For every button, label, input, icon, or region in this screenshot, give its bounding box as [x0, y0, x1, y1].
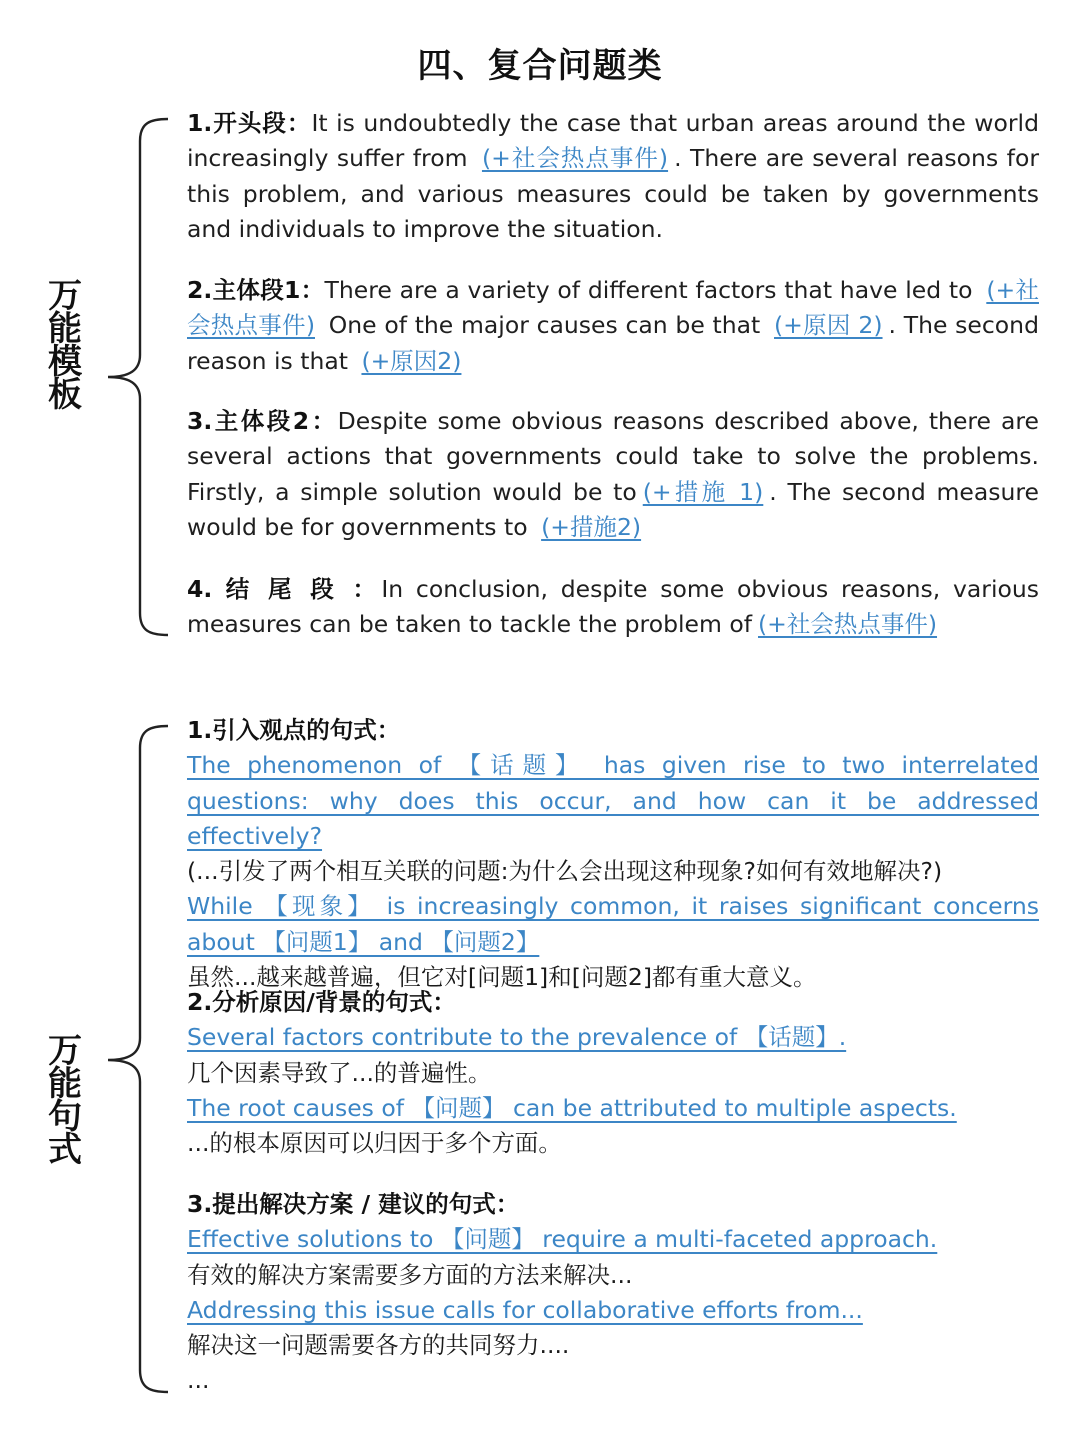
english-sentence: Addressing this issue calls for collaborative efforts from...	[187, 1295, 863, 1324]
template-conclusion-paragraph: 4. 结 尾 段 ：In conclusion, despite some obvious reasons, various measures can be taken to tackle the problem of (+社会热点事件)	[187, 575, 1039, 639]
section-label-sentences: 万 能 句 式	[48, 1031, 82, 1170]
fill-in-blank: (+社会热点事件)	[187, 276, 1039, 340]
chinese-translation: 有效的解决方案需要多方面的方法来解决...	[187, 1260, 633, 1289]
english-sentence: The root causes of 【问题】 can be attributed to multiple aspects.	[187, 1093, 957, 1122]
paragraph-heading: 4. 结 尾 段 ：	[187, 575, 382, 603]
chinese-translation: ...的根本原因可以归因于多个方面。	[187, 1129, 562, 1158]
english-sentence: The phenomenon of 【话题】 has given rise to two interrelated	[187, 751, 1039, 780]
section-brace-template	[100, 115, 170, 640]
chinese-translation: (...引发了两个相互关联的问题:为什么会出现这种现象?如何有效地解决?)	[187, 857, 943, 886]
ellipsis: ...	[187, 1366, 210, 1395]
group-heading: 2.分析原因/背景的句式：	[187, 988, 456, 1016]
chinese-translation: 虽然...越来越普遍，但它对[问题1]和[问题2]都有重大意义。	[187, 963, 817, 992]
template-opening-paragraph: 1.开头段：It is undoubtedly the case that urban areas around the world increasingly suffer from (+社会热点事件) . There are several reasons for this problem, and various measures could be taken by governments and individuals to improve the situation.	[187, 109, 1039, 243]
page-title: 四、复合问题类	[417, 46, 663, 86]
sentence-group-intro	[187, 713, 1039, 995]
group-heading: 1.引入观点的句式：	[187, 716, 401, 744]
group-heading: 3.提出解决方案 / 建议的句式：	[187, 1190, 520, 1218]
english-sentence: While 【现象】 is increasingly common, it raises significant concerns	[187, 892, 1039, 921]
english-sentence: about 【问题1】 and 【问题2】	[187, 927, 540, 956]
sentence-group-solutions	[187, 1187, 1039, 1399]
chinese-translation: 几个因素导致了...的普遍性。	[187, 1058, 492, 1087]
fill-in-blank: (+社会热点事件)	[758, 610, 938, 639]
fill-in-blank: (+措施 1)	[642, 477, 764, 506]
fill-in-blank: (+原因2)	[361, 346, 462, 375]
paragraph-heading: 1.开头段：	[187, 109, 312, 137]
english-sentence: Several factors contribute to the prevalence of 【话题】.	[187, 1023, 847, 1052]
fill-in-blank: (+社会热点事件)	[481, 144, 669, 173]
template-body1-paragraph: 2.主体段1：There are a variety of different factors that have led to (+社会热点事件) One of the major causes can be that (+原因 2) . The second reason is that (+原因2)	[187, 276, 1039, 375]
english-sentence: Effective solutions to 【问题】 require a multi-faceted approach.	[187, 1225, 938, 1254]
fill-in-blank: (+原因 2)	[774, 311, 883, 340]
sentence-group-causes	[187, 985, 1039, 1161]
paragraph-heading: 2.主体段1：	[187, 276, 325, 304]
section-brace-sentences	[100, 722, 170, 1397]
paragraph-heading: 3.主体段2：	[187, 407, 338, 435]
english-sentence: questions: why does this occur, and how can it be addressed effectively?	[187, 786, 1039, 850]
template-body2-paragraph: 3.主体段2：Despite some obvious reasons described above, there are several actions that governments could take to solve the problems. Firstly, a simple solution would be to (+措施 1) . The second measure would be for governments to (+措施2)	[187, 407, 1040, 541]
section-label-template: 万 能 模 板	[48, 276, 82, 415]
chinese-translation: 解决这一问题需要各方的共同努力....	[187, 1331, 570, 1360]
fill-in-blank: (+措施2)	[541, 512, 642, 541]
